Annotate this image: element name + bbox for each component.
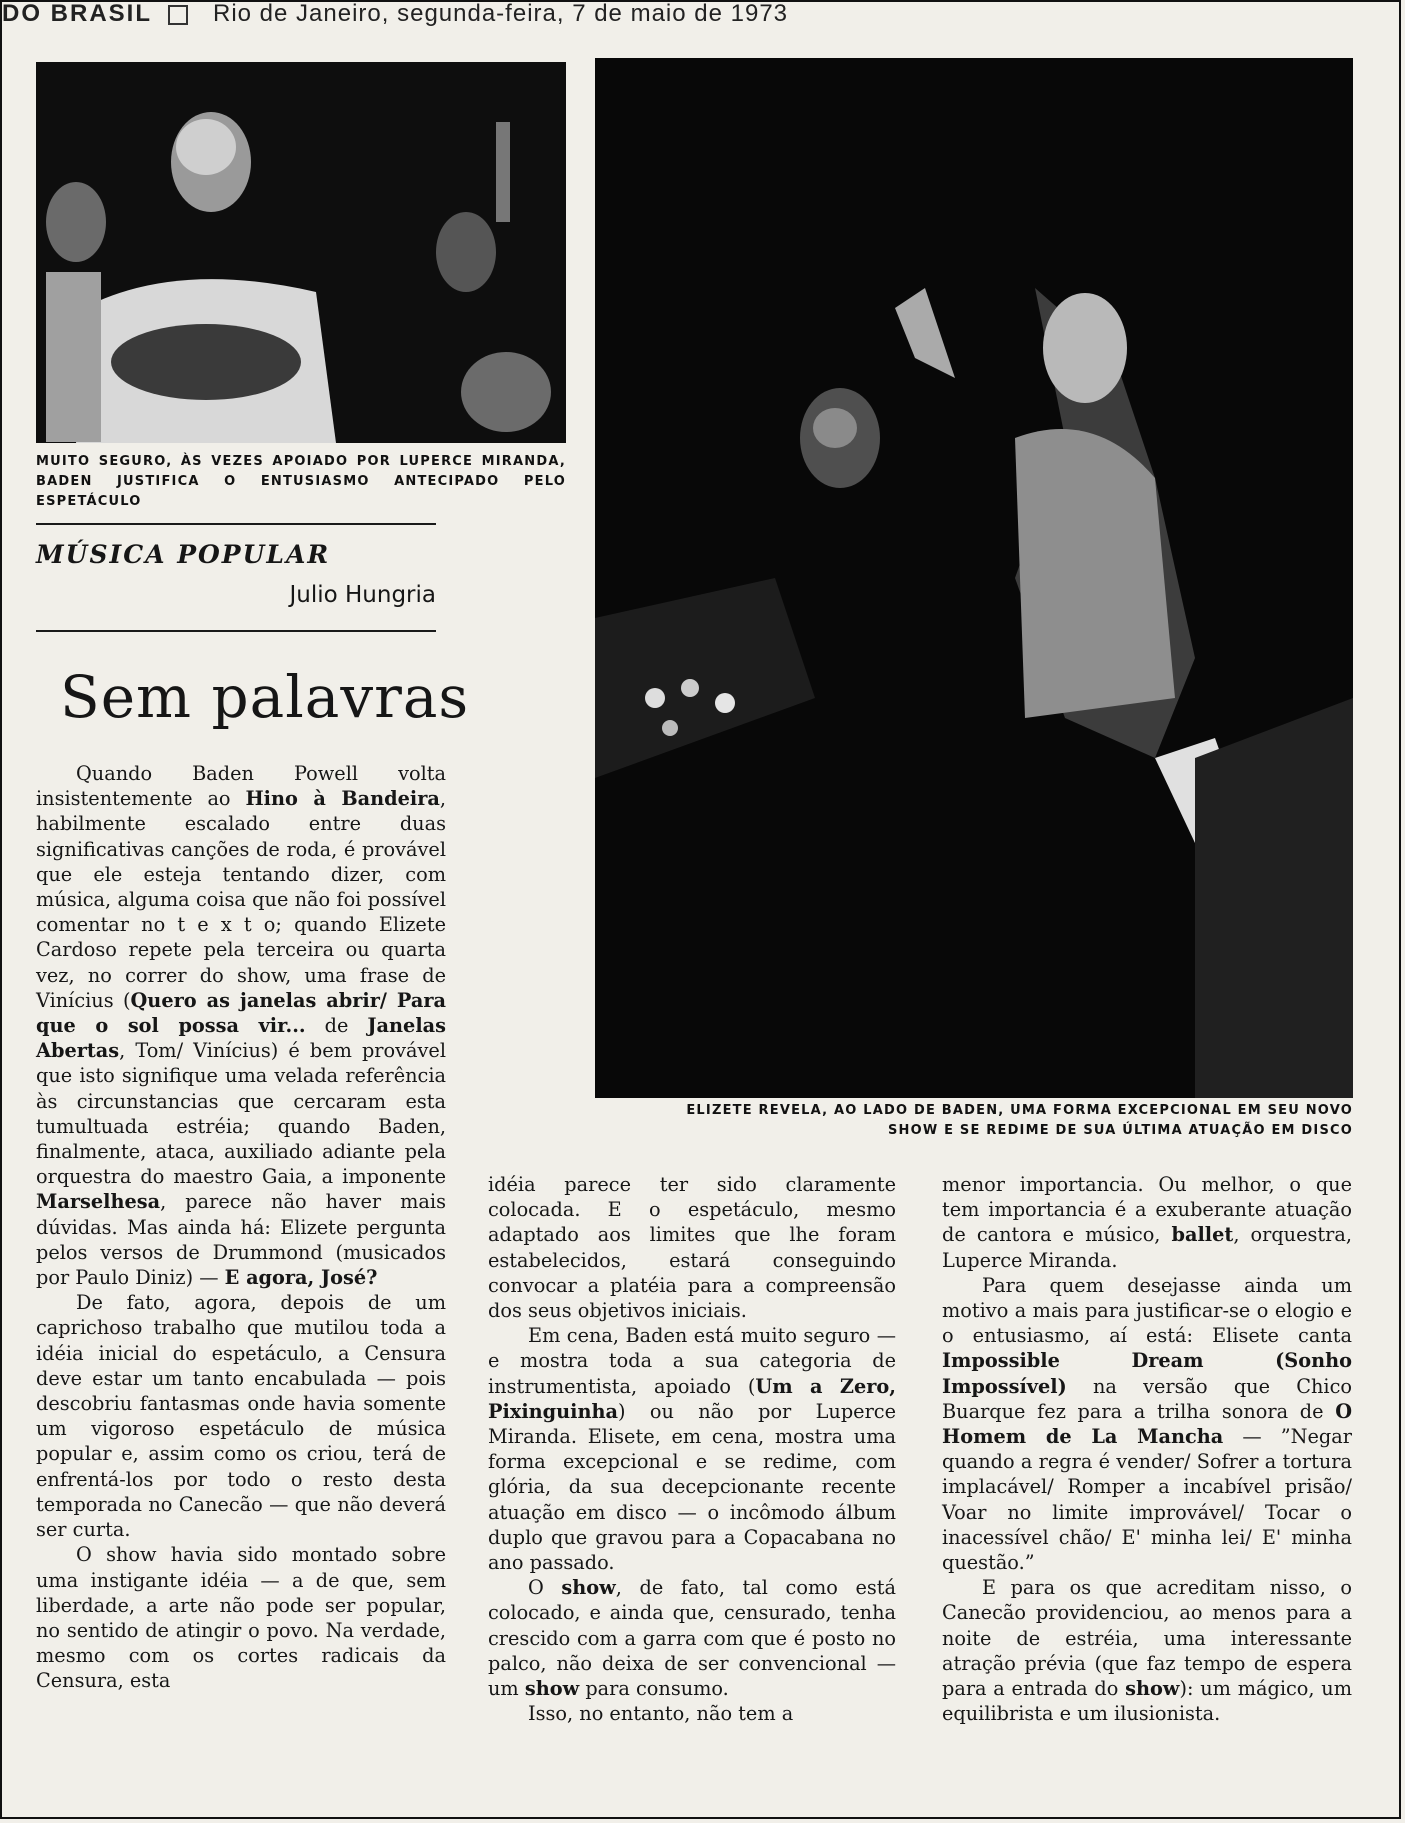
paragraph: idéia parece ter sido claramente colocada. E o espetáculo, mesmo adaptado aos limites que lhe foram estabelecidos, estará conseguindo convocar a platéia para a compreensão dos seus objetivos iniciais. xyxy=(488,1173,896,1323)
paragraph: E para os que acreditam nisso, o Canecão providenciou, ao menos para a noite de estréia, uma interessante atração prévia (que faz tempo de espera para a entrada do show): um mágico, um equilibrista e um ilusionista. xyxy=(942,1576,1352,1726)
divider-rule xyxy=(36,630,436,632)
photo-caption-big xyxy=(595,1101,1353,1141)
dateline: Rio de Janeiro, segunda-feira, 7 de maio de 1973 xyxy=(213,0,789,27)
masthead xyxy=(0,0,900,32)
article-column-1 xyxy=(36,761,446,1694)
paragraph: menor importancia. Ou melhor, o que tem importancia é a exuberante atuação de cantora e músico, ballet, orquestra, Luperce Miranda. xyxy=(942,1173,1352,1272)
paragraph: De fato, agora, depois de um caprichoso trabalho que mutilou toda a idéia inicial do espetáculo, a Censura deve estar um tanto encabulada — pois descobriu fantasmas onde havia somente um vigoroso espetáculo de música popular e, assim como os criou, terá de enfrentá-los por todo o resto desta temporada no Canecão — que não deverá ser curta. xyxy=(36,1291,446,1542)
photo-caption-big-line2: SHOW E SE REDIME DE SUA ÚLTIMA ATUAÇÃO EM DISCO xyxy=(887,1123,1353,1138)
paragraph: Quando Baden Powell volta insistentemente ao Hino à Bandeira, habilmente escalado entre duas significativas canções de roda, é provável que ele esteja tentando dizer, com música, alguma coisa que não foi possível comentar no t e x t o; quando Elizete Cardoso repete pela terceira ou quarta vez, no correr do show, uma frase de Vinícius (Quero as janelas abrir/ Para que o sol possa vir... de Janelas Abertas, Tom/ Vinícius) é bem provável que isto signifique uma velada referência às circunstancias que cercaram esta tumultuada estréia; quando Baden, finalmente, ataca, auxiliado adiante pela orquestra do maestro Gaia, a imponente Marselhesa, parece não haver mais dúvidas. Mas ainda há: Elizete pergunta pelos versos de Drummond (musicados por Paulo Diniz) — E agora, José? xyxy=(36,762,446,1290)
paragraph: O show havia sido montado sobre uma instigante idéia — a de que, sem liberdade, a arte não pode ser popular, no sentido de atingir o povo. Na verdade, mesmo com os cortes radicais da Censura, esta xyxy=(36,1543,446,1693)
article-column-3 xyxy=(942,1172,1352,1726)
newspaper-name: DO BRASIL xyxy=(2,0,152,27)
paragraph: O show, de fato, tal como está colocado, e ainda que, censurado, tenha crescido com a garra com que é posto no palco, não deixa de ser convencional — um show para consumo. xyxy=(488,1576,896,1701)
photo-caption-top: MUITO SEGURO, ÀS VEZES APOIADO POR LUPERCE MIRANDA, BADEN JUSTIFICA O ENTUSIASMO ANTECIPADO PELO ESPETÁCULO xyxy=(36,454,566,509)
paragraph: Em cena, Baden está muito seguro — e mostra toda a sua categoria de instrumentista, apoiado (Um a Zero, Pixinguinha) ou não por Luperce Miranda. Elisete, em cena, mostra uma forma excepcional e se redime, com glória, da sua decepcionante recente atuação em disco — o incômodo álbum duplo que gravou para a Copacabana no ano passado. xyxy=(488,1324,896,1575)
paragraph: Isso, no entanto, não tem a xyxy=(528,1702,794,1726)
byline-author: Julio Hungria xyxy=(289,582,436,608)
article-column-2 xyxy=(488,1172,896,1726)
photo-baden-performing xyxy=(36,62,566,443)
paragraph: Para quem desejasse ainda um motivo a mais para justificar-se o elogio e o entusiasmo, aí está: Elisete canta Impossible Dream (Sonho Impossível) na versão que Chico Buarque fez para a trilha sonora de O Homem de La Mancha — ”Negar quando a regra é vender/ Sofrer a tortura implacável/ Romper a incabível prisão/ Voar no limite improvável/ Tocar o inacessível chão/ E' minha lei/ E' minha questão.” xyxy=(942,1273,1352,1575)
photo-elizete-and-baden xyxy=(595,58,1353,1098)
separator-box-icon xyxy=(168,5,188,25)
photo-caption-big-line1: ELIZETE REVELA, AO LADO DE BADEN, UMA FORMA EXCEPCIONAL EM SEU NOVO xyxy=(686,1103,1353,1118)
divider-rule xyxy=(36,523,436,525)
headline: Sem palavras xyxy=(60,663,470,731)
section-label: MÚSICA POPULAR xyxy=(36,540,331,569)
